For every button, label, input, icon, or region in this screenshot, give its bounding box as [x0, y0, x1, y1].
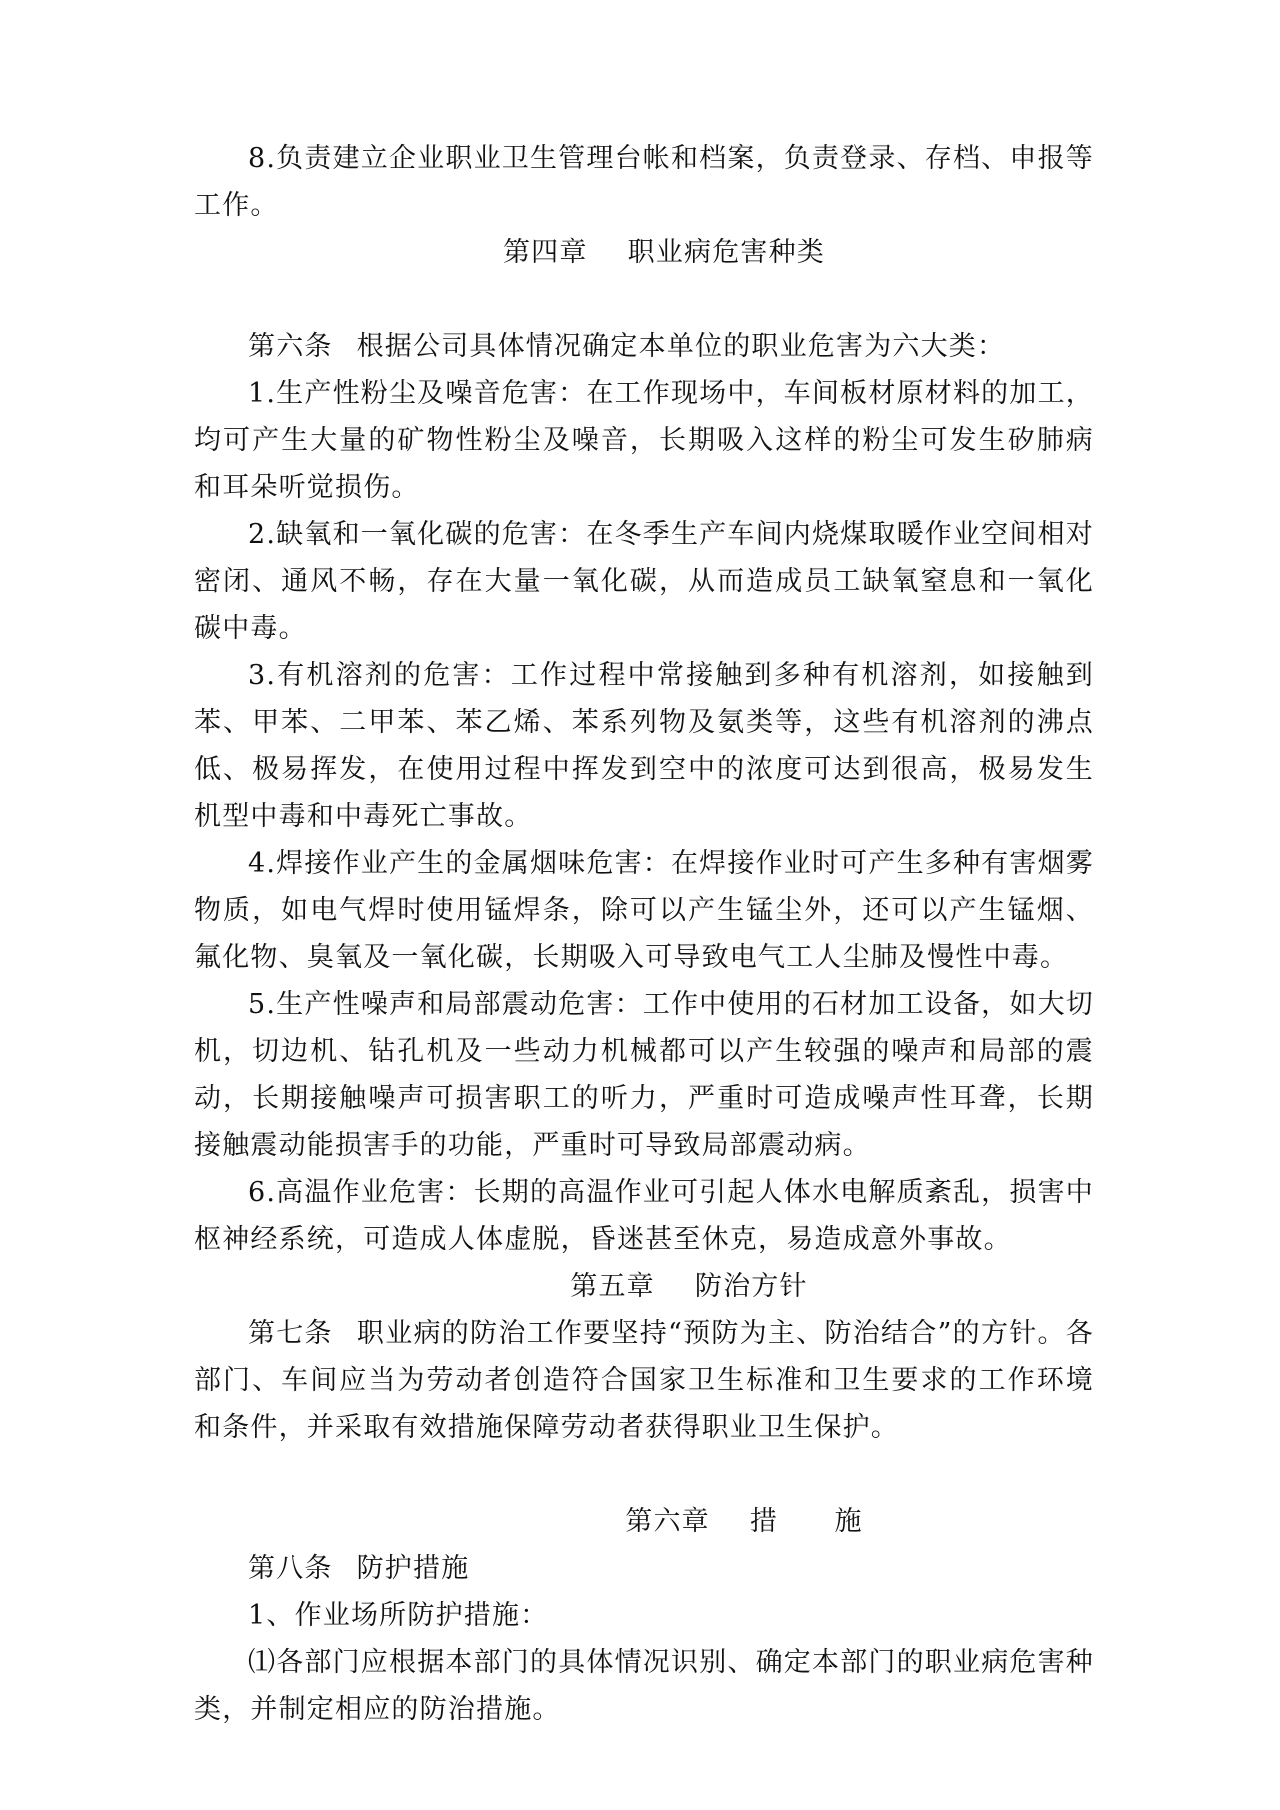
- article-text: 职业病的防治工作要坚持“预防为主、防治结合”的方针。各部门、车间应当为劳动者创造符合国家卫生标准和卫生要求的工作环境和条件，并采取有效措施保障劳动者获得职业卫生保护。: [194, 1318, 1094, 1443]
- chapter-number: 第四章: [502, 237, 588, 268]
- article-text: 防护措施: [356, 1553, 470, 1584]
- article-8: [194, 1545, 1094, 1592]
- chapter-heading-5: [194, 1263, 1094, 1310]
- chapter-title: 职业病危害种类: [627, 237, 825, 268]
- chapter-title: 措 施: [749, 1506, 863, 1537]
- hazard-item-5: 5.生产性噪声和局部震动危害：工作中使用的石材加工设备，如大切机，切边机、钻孔机及一些动力机械都可以产生较强的噪声和局部的震动，长期接触噪声可损害职工的听力，严重时可造成噪声性耳聋，长期接触震动能损害手的功能，严重时可导致局部震动病。: [194, 989, 1094, 1161]
- measure-item-1: 1、作业场所防护措施：: [248, 1600, 549, 1631]
- hazard-item-2: 2.缺氧和一氧化碳的危害：在冬季生产车间内烧煤取暖作业空间相对密闭、通风不畅，存在大量一氧化碳，从而造成员工缺氧窒息和一氧化碳中毒。: [194, 519, 1094, 644]
- hazard-item-1: 1.生产性粉尘及噪音危害：在工作现场中，车间板材原材料的加工，均可产生大量的矿物性粉尘及噪音，长期吸入这样的粉尘可发生矽肺病和耳朵听觉损伤。: [194, 378, 1094, 503]
- hazard-item-3: 3.有机溶剂的危害：工作过程中常接触到多种有机溶剂，如接触到苯、甲苯、二甲苯、苯乙烯、苯系列物及氨类等，这些有机溶剂的沸点低、极易挥发，在使用过程中挥发到空中的浓度可达到很高，极易发生机型中毒和中毒死亡事故。: [194, 660, 1094, 832]
- article-label: 第六条: [248, 331, 333, 362]
- article-text: 根据公司具体情况确定本单位的职业危害为六大类：: [356, 331, 1006, 362]
- article-6: [194, 323, 1094, 370]
- hazard-item-6: 6.高温作业危害：长期的高温作业可引起人体水电解质紊乱，损害中枢神经系统，可造成人体虚脱，昏迷甚至休克，易造成意外事故。: [194, 1177, 1094, 1255]
- paragraph-item-8: 8.负责建立企业职业卫生管理台帐和档案，负责登录、存档、申报等工作。: [194, 143, 1094, 221]
- article-label: 第八条: [248, 1553, 333, 1584]
- chapter-number: 第六章: [625, 1506, 710, 1537]
- chapter-title: 防治方针: [694, 1271, 808, 1302]
- chapter-heading-6: [194, 1498, 1094, 1545]
- measure-subitem-1: ⑴各部门应根据本部门的具体情况识别、确定本部门的职业病危害种类，并制定相应的防治措施。: [194, 1647, 1094, 1725]
- article-label: 第七条: [248, 1318, 333, 1349]
- hazard-item-4: 4.焊接作业产生的金属烟味危害：在焊接作业时可产生多种有害烟雾物质，如电气焊时使用锰焊条，除可以产生锰尘外，还可以产生锰烟、氟化物、臭氧及一氧化碳，长期吸入可导致电气工人尘肺及慢性中毒。: [194, 848, 1094, 973]
- chapter-number: 第五章: [570, 1271, 655, 1302]
- chapter-heading-4: [194, 229, 1094, 276]
- document-body: [194, 135, 1094, 1733]
- article-7: [194, 1310, 1094, 1451]
